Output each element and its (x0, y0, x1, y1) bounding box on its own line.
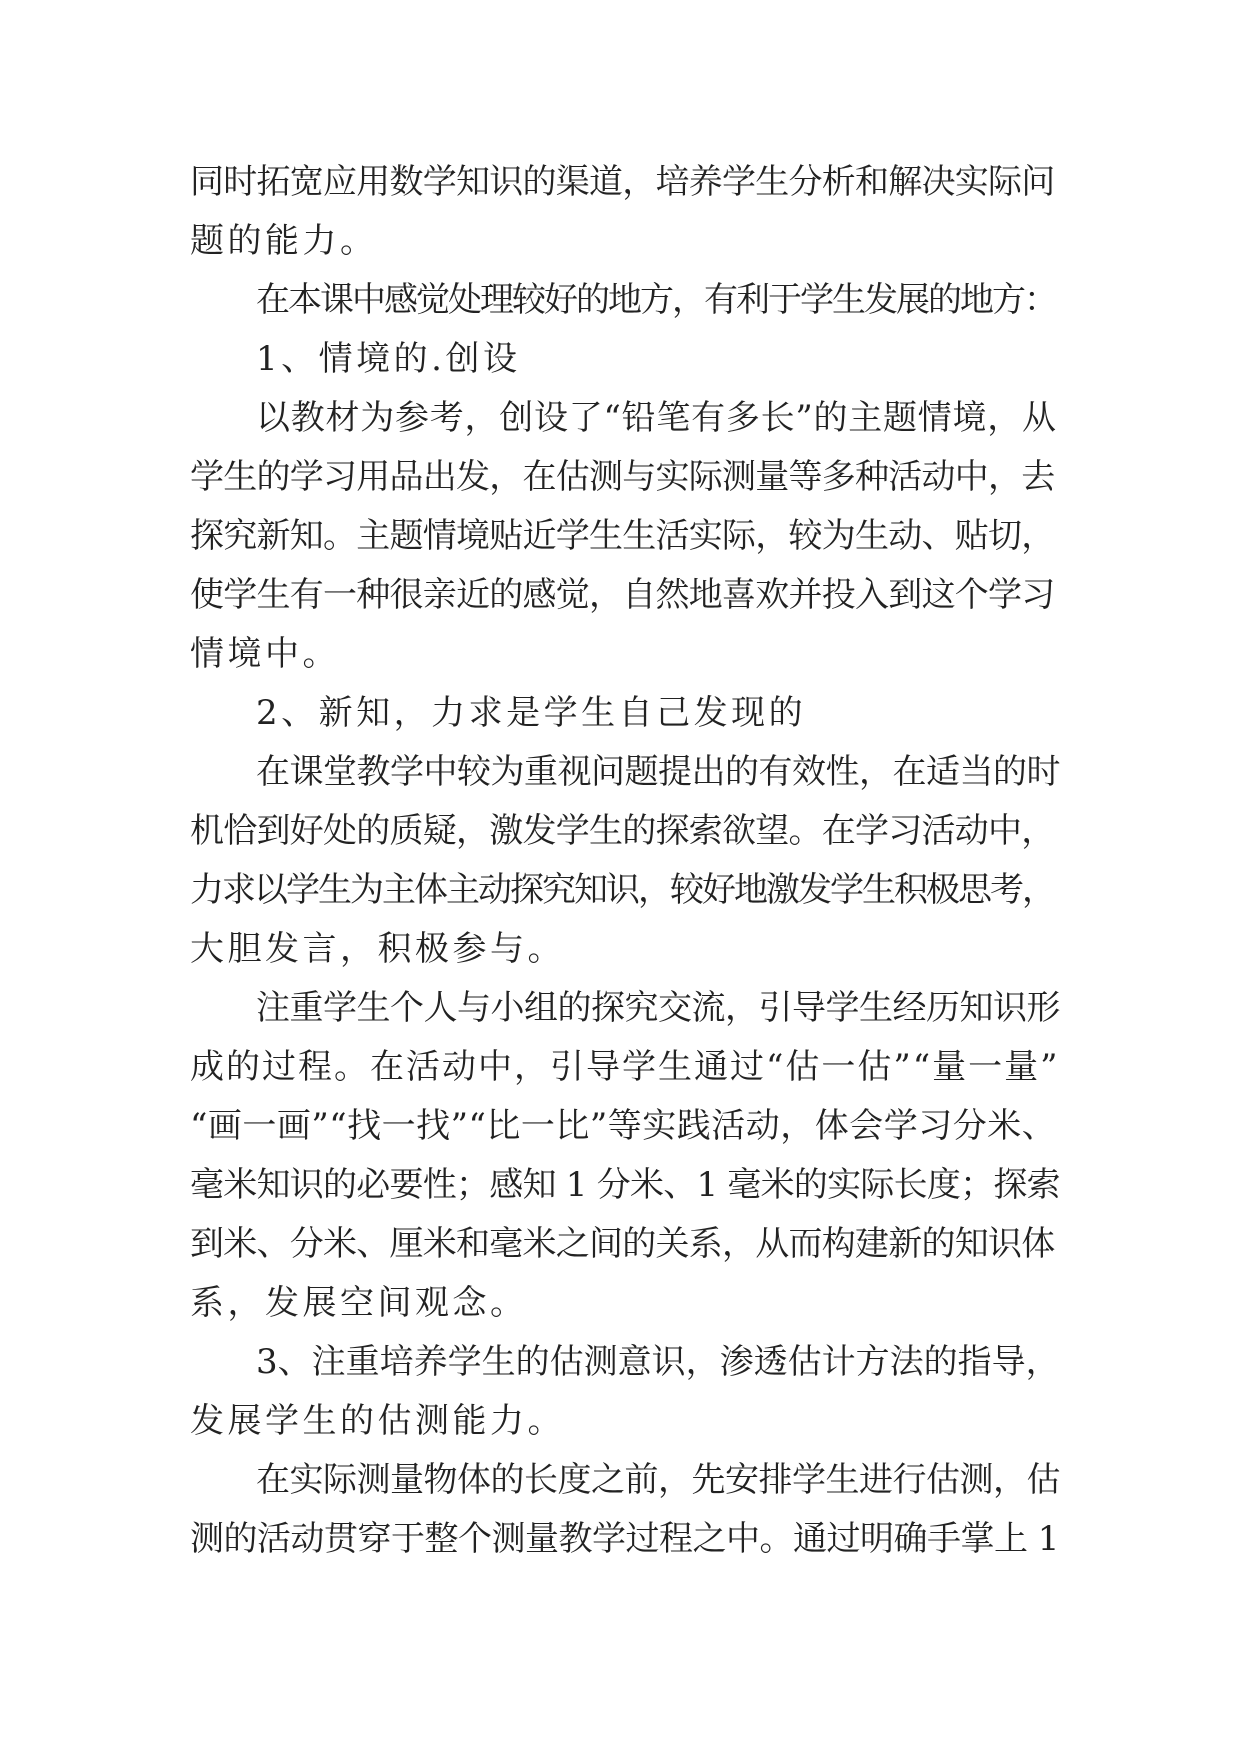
text-line: 学生的学习用品出发，在估测与实际测量等多种活动中，去 (190, 457, 1055, 497)
text-line: 发展学生的估测能力。 (190, 1401, 565, 1441)
text-line: 成的过程。在活动中，引导学生通过“估一估”“量一量” (190, 1047, 1060, 1087)
section-heading-3: 3、注重培养学生的估测意识，渗透估计方法的指导， (256, 1342, 1060, 1382)
text-line: 同时拓宽应用数学知识的渠道，培养学生分析和解决实际问 (190, 162, 1055, 202)
text-line: 情境中。 (190, 634, 340, 674)
text-line: 探究新知。主题情境贴近学生生活实际，较为生动、贴切， (190, 516, 1055, 556)
text-line: 题的能力。 (190, 221, 378, 261)
text-line: “画一画”“找一找”“比一比”等实践活动，体会学习分米、 (190, 1106, 1057, 1146)
text-line: 以教材为参考，创设了“铅笔有多长”的主题情境，从 (256, 398, 1057, 438)
text-line: 在课堂教学中较为重视问题提出的有效性，在适当的时 (256, 752, 1060, 792)
section-heading-2: 2、新知，力求是学生自己发现的 (256, 693, 807, 733)
text-line: 力求以学生为主体主动探究知识，较好地激发学生积极思考， (190, 870, 1054, 910)
text-line: 注重学生个人与小组的探究交流，引导学生经历知识形 (256, 988, 1060, 1028)
text-line: 在本课中感觉处理较好的地方，有利于学生发展的地方： (256, 280, 1056, 320)
text-line: 系，发展空间观念。 (190, 1283, 528, 1323)
text-line: 在实际测量物体的长度之前，先安排学生进行估测，估 (256, 1460, 1060, 1500)
text-line: 使学生有一种很亲近的感觉，自然地喜欢并投入到这个学习 (190, 575, 1055, 615)
section-heading-1: 1、情境的.创设 (256, 339, 521, 379)
text-line: 测的活动贯穿于整个测量教学过程之中。通过明确手掌上 1 (190, 1519, 1059, 1559)
text-line: 机恰到好处的质疑，激发学生的探索欲望。在学习活动中， (190, 811, 1055, 851)
text-line: 到米、分米、厘米和毫米之间的关系，从而构建新的知识体 (190, 1224, 1055, 1264)
text-line: 毫米知识的必要性；感知 1 分米、1 毫米的实际长度；探索 (190, 1165, 1060, 1205)
text-line: 大胆发言，积极参与。 (190, 929, 565, 969)
